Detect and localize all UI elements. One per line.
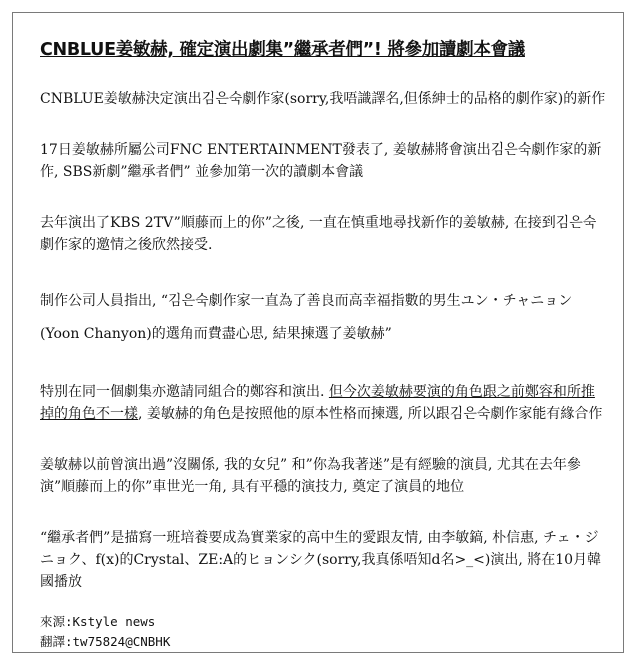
paragraph-5-intro: 特別在同一個劇集亦邀請同組合的鄭容和演出. <box>40 384 329 400</box>
paragraph-4: 制作公司人員指出, “김은숙劇作家一直為了善良而高幸福指數的男生ユン・チャニョン(Yoon Chanyon)的選角而費盡心思, 結果揀選了姜敏赫” <box>40 293 573 342</box>
paragraph-2: 17日姜敏赫所屬公司FNC ENTERTAINMENT發表了, 姜敏赫將會演出김은숙劇作家的新作, SBS新劇”繼承者們” 並參加第一次的讀劇本會議 <box>40 142 602 180</box>
paragraph-3: 去年演出了KBS 2TV”順藤而上的你”之後, 一直在慎重地尋找新作的姜敏赫, 在接到김은숙劇作家的邀情之後欣然接受. <box>40 215 597 253</box>
translator-line: 翻譯:tw75824@CNBHK <box>40 634 171 649</box>
article-body <box>40 38 606 652</box>
paragraph-5 <box>40 381 606 425</box>
paragraph-5-underlined-text: 但今次姜敏赫要演的角色跟之前鄭容和所推掉的角色不一樣 <box>40 384 595 422</box>
paragraph-7: “繼承者們”是描寫一班培養要成為實業家的高中生的愛跟友情, 由李敏鎬, 朴信惠, チェ・ジニョク、f(x)的Crystal、ZE:A的ヒョンシク(sorry,我真係唔知d名>_<)演出, 將在10月韓國播放 <box>40 530 602 590</box>
paragraph-1: CNBLUE姜敏赫決定演出김은숙劇作家(sorry,我唔識譯名,但係紳士的品格的劇作家)的新作 <box>40 91 606 107</box>
article-title: CNBLUE姜敏赫, 確定演出劇集”繼承者們”! 將參加讀劇本會議 <box>40 40 525 60</box>
source-credits <box>40 612 606 652</box>
source-line: 來源:Kstyle news <box>40 614 156 629</box>
paragraph-6: 姜敏赫以前曾演出過”沒關係, 我的女兒” 和”你為我著迷”是有經驗的演員, 尤其在去年參演”順藤而上的你”車世光一角, 具有平穩的演技力, 奠定了演員的地位 <box>40 457 581 495</box>
paragraph-5-rest: , 姜敏赫的角色是按照他的原本性格而揀選, 所以跟김은숙劇作家能有緣合作 <box>138 406 603 422</box>
